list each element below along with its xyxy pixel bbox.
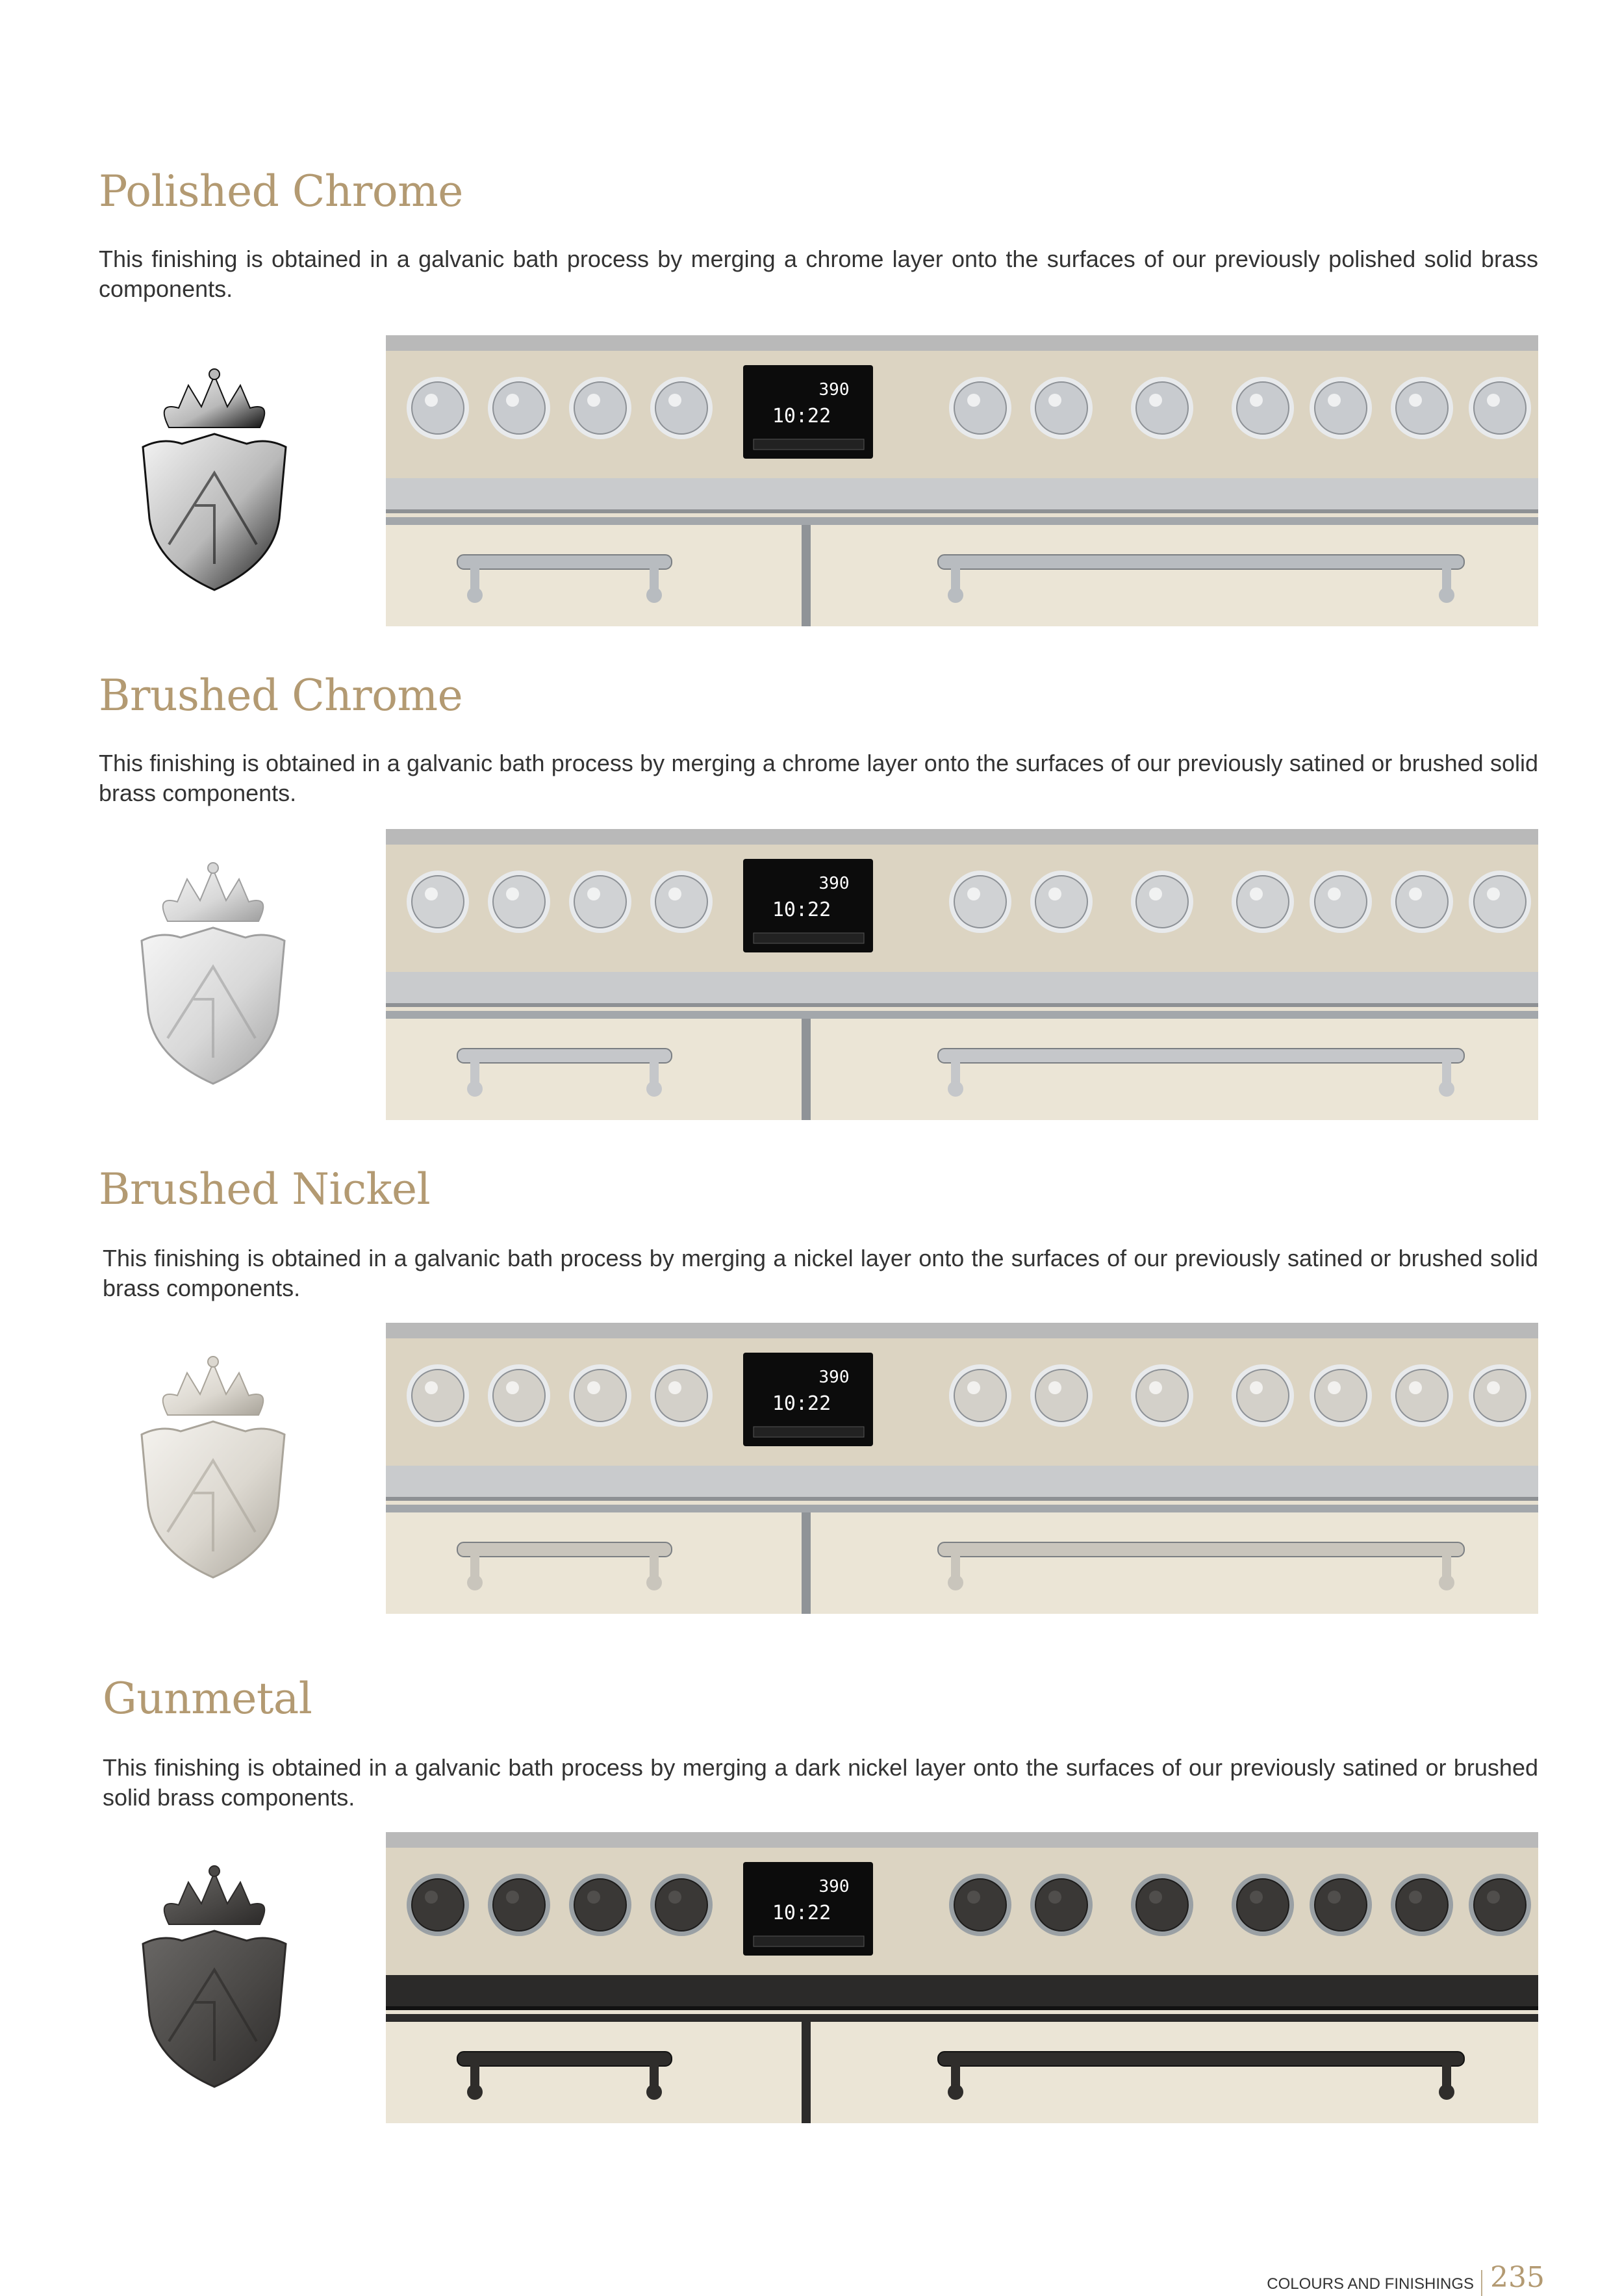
control-knob — [1035, 1879, 1087, 1931]
finish-title: Polished Chrome — [99, 166, 463, 216]
control-knob — [1136, 1370, 1188, 1422]
control-knob — [493, 876, 545, 928]
control-knob — [1237, 1370, 1289, 1422]
oven-handle — [457, 1049, 672, 1063]
display-temperature: 390 — [818, 1368, 850, 1387]
control-knob — [655, 876, 707, 928]
control-knob — [1474, 1879, 1526, 1931]
display-time: 10:22 — [772, 1902, 831, 1924]
control-knob — [954, 1370, 1006, 1422]
control-knob — [1474, 382, 1526, 434]
control-knob — [1035, 876, 1087, 928]
range-cooker-photo — [386, 335, 1538, 626]
control-knob — [1136, 382, 1188, 434]
display-temperature: 390 — [818, 874, 850, 893]
control-knob — [1396, 382, 1448, 434]
control-knob — [1396, 876, 1448, 928]
control-knob — [1396, 1879, 1448, 1931]
finish-description: This finishing is obtained in a galvanic bath process by merging a nickel layer onto the surfaces of our previously satined or brushed solid brass components. — [103, 1245, 1538, 1301]
range-cooker-photo — [386, 829, 1538, 1120]
crest-emblem-icon — [117, 1853, 312, 2098]
control-knob — [412, 382, 464, 434]
control-knob — [954, 1879, 1006, 1931]
footer-section-label: COLOURS AND FINISHINGS — [1267, 2275, 1474, 2293]
control-knob — [1315, 1370, 1367, 1422]
control-knob — [412, 1370, 464, 1422]
finish-title: Brushed Chrome — [99, 670, 463, 721]
oven-handle — [457, 1542, 672, 1557]
control-knob — [1474, 876, 1526, 928]
control-knob — [1237, 1879, 1289, 1931]
control-knob — [1315, 382, 1367, 434]
crown-shape — [163, 869, 264, 921]
finish-title: Brushed Nickel — [99, 1164, 431, 1214]
oven-handle — [938, 555, 1464, 569]
control-knob — [655, 382, 707, 434]
control-knob — [655, 1370, 707, 1422]
display-time: 10:22 — [772, 899, 831, 921]
control-knob — [493, 382, 545, 434]
control-knob — [574, 1370, 626, 1422]
control-knob — [1035, 1370, 1087, 1422]
control-knob — [412, 876, 464, 928]
crest-emblem-icon — [117, 356, 312, 602]
control-knob — [574, 876, 626, 928]
crown-shape — [164, 1872, 265, 1924]
control-knob — [655, 1879, 707, 1931]
crest-emblem-icon — [116, 850, 310, 1095]
control-knob — [1136, 1879, 1188, 1931]
finish-description: This finishing is obtained in a galvanic bath process by merging a chrome layer onto the surfaces of our previously satined or brushed solid brass components. — [99, 750, 1538, 806]
control-knob — [574, 1879, 626, 1931]
display-time: 10:22 — [772, 405, 831, 427]
display-temperature: 390 — [818, 380, 850, 400]
control-knob — [493, 1370, 545, 1422]
oven-handle — [938, 1542, 1464, 1557]
control-knob — [1315, 1879, 1367, 1931]
range-cooker-photo — [386, 1832, 1538, 2123]
page-number: 235 — [1490, 2261, 1545, 2294]
control-knob — [493, 1879, 545, 1931]
control-knob — [412, 1879, 464, 1931]
footer-divider — [1481, 2270, 1482, 2296]
control-knob — [1315, 876, 1367, 928]
crown-shape — [164, 376, 265, 427]
control-knob — [1396, 1370, 1448, 1422]
finish-title: Gunmetal — [103, 1674, 312, 1724]
crown-shape — [163, 1363, 264, 1415]
oven-handle — [457, 2052, 672, 2066]
control-knob — [954, 876, 1006, 928]
control-knob — [1474, 1370, 1526, 1422]
control-knob — [1035, 382, 1087, 434]
display-time: 10:22 — [772, 1392, 831, 1415]
finish-description: This finishing is obtained in a galvanic bath process by merging a chrome layer onto the surfaces of our previously polished solid brass components. — [99, 246, 1538, 302]
control-knob — [1136, 876, 1188, 928]
crest-emblem-icon — [116, 1344, 310, 1589]
finish-description: This finishing is obtained in a galvanic bath process by merging a dark nickel layer onto the surfaces of our previously satined or brushed solid brass components. — [103, 1754, 1538, 1811]
range-cooker-photo — [386, 1323, 1538, 1614]
control-knob — [574, 382, 626, 434]
control-knob — [1237, 382, 1289, 434]
oven-handle — [938, 2052, 1464, 2066]
oven-handle — [938, 1049, 1464, 1063]
control-knob — [1237, 876, 1289, 928]
control-knob — [954, 382, 1006, 434]
oven-handle — [457, 555, 672, 569]
display-temperature: 390 — [818, 1877, 850, 1896]
